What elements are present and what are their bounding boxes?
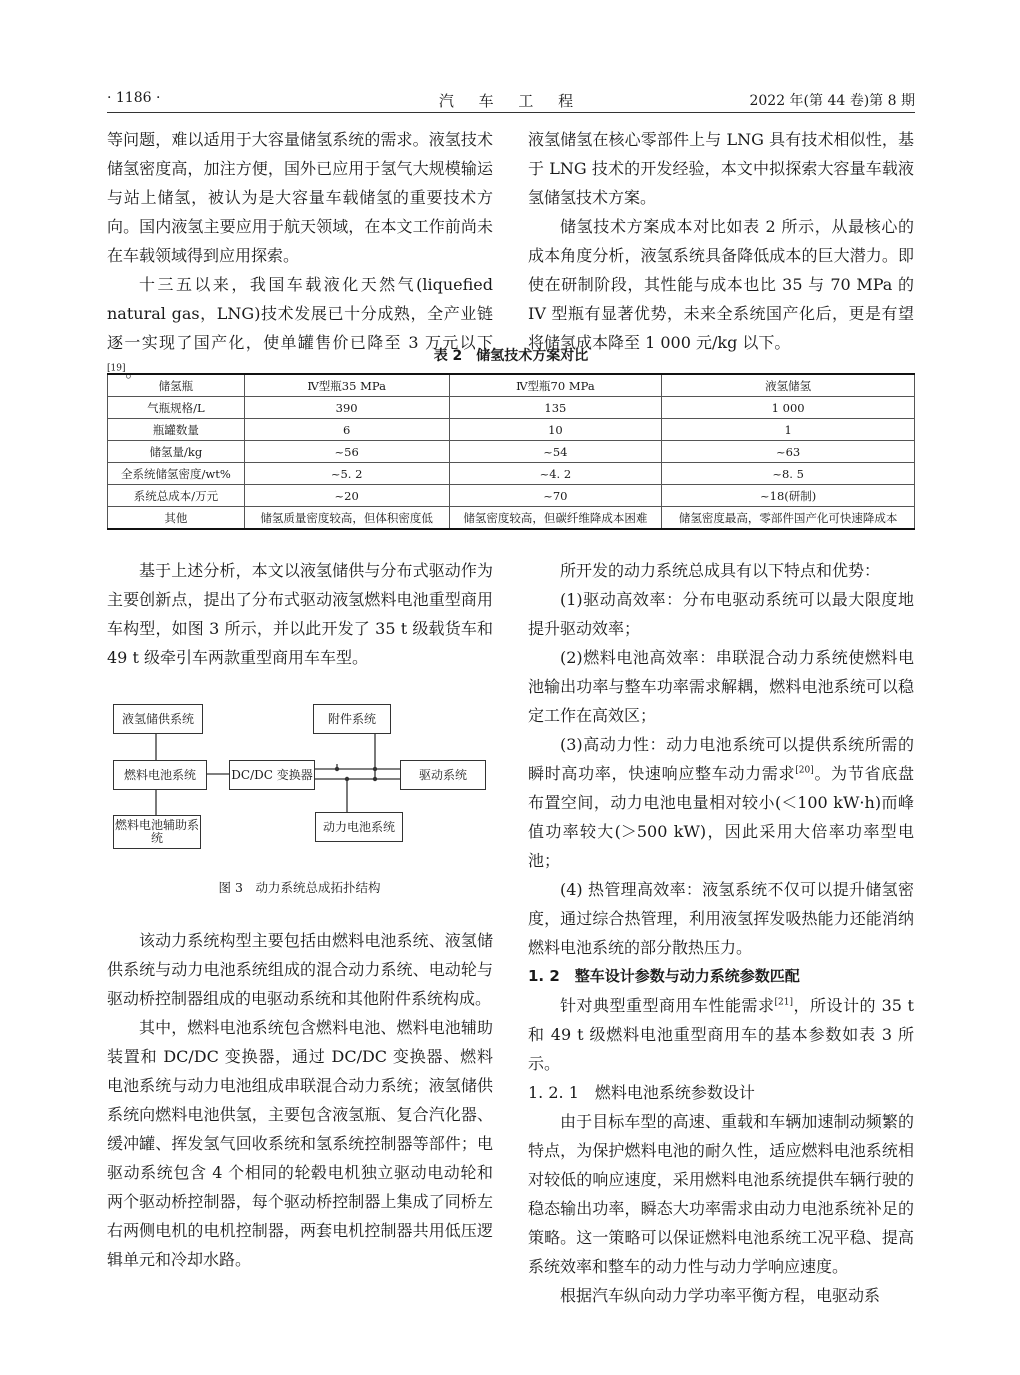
- table-cell: ~63: [662, 441, 915, 463]
- junction-dot: [335, 767, 339, 771]
- table-cell: 其他: [108, 507, 245, 530]
- bottom-left-column-top: [107, 556, 493, 672]
- paragraph: 由于目标车型的高速、重载和车辆加速制动频繁的特点，为保护燃料电池的耐久性，适应燃料电池系统相对较低的响应速度，采用燃料电池系统提供车辆行驶的稳态输出功率，瞬态大功率需求由动力电池系统补足的策略。这一策略可以保证燃料电池系统工况平稳、提高系统效率和整车的动力性与动力学响应速度。: [528, 1112, 914, 1276]
- lh2-supply-box: 液氢储供系统: [113, 704, 203, 734]
- paragraph: 该动力系统构型主要包括由燃料电池系统、液氢储供系统与动力电池系统组成的混合动力系统、电动轮与驱动桥控制器组成的电驱动系统和其他附件系统构成。: [107, 931, 493, 1008]
- bottom-left-column-bottom: [107, 926, 493, 1274]
- table-row: [108, 485, 915, 507]
- table-cell: 390: [244, 397, 449, 419]
- table-row: [108, 419, 915, 441]
- table-cell: ~4. 2: [449, 463, 662, 485]
- table-header-cell: 液氢储氢: [662, 374, 915, 397]
- issue-info: 2022 年(第 44 卷)第 8 期: [749, 93, 915, 109]
- citation: [20]: [795, 765, 814, 776]
- citation: [21]: [774, 997, 794, 1008]
- list-item: (2)燃料电池高效率：串联混合动力系统使燃料电池输出功率与整车功率需求解耦，燃料电池系统可以稳定工作在高效区；: [528, 648, 914, 725]
- section-heading: 1. 2 整车设计参数与动力系统参数匹配: [528, 967, 800, 985]
- paragraph: 针对典型重型商用车性能需求[21]，所设计的 35 t 和 49 t 级燃料电池重型商用车的基本参数如表 3 所示。: [528, 996, 914, 1073]
- paragraph: 液氢储氢在核心零部件上与 LNG 具有技术相似性，基于 LNG 技术的开发经验，本文中拟探索大容量车载液氢储氢技术方案。: [528, 130, 914, 207]
- table-cell: 储氢密度较高，但碳纤维降成本困难: [449, 507, 662, 530]
- table-cell: ~70: [449, 485, 662, 507]
- table-cell: 气瓶规格/L: [108, 397, 245, 419]
- table-row: [108, 397, 915, 419]
- junction-dot: [373, 767, 377, 771]
- paragraph: 基于上述分析，本文以液氢储供与分布式驱动作为主要创新点，提出了分布式驱动液氢燃料电池重型商用车构型，如图 3 所示，并以此开发了 35 t 级载货车和 49 t 级牵引车两款重型商用车车型。: [107, 561, 493, 667]
- drive-system-box: 驱动系统: [400, 760, 486, 790]
- traction-battery-box: 动力电池系统: [315, 812, 403, 842]
- table-row: [108, 463, 915, 485]
- citation: [19]: [107, 363, 126, 374]
- table-header-cell: 储氢瓶: [108, 374, 245, 397]
- bottom-right-column: [528, 556, 914, 1310]
- top-right-column: [528, 125, 914, 357]
- dcdc-converter-box: DC/DC 变换器: [229, 760, 315, 790]
- table-cell: 瓶罐数量: [108, 419, 245, 441]
- table-cell: 6: [244, 419, 449, 441]
- table-cell: 1: [662, 419, 915, 441]
- table-cell: 系统总成本/万元: [108, 485, 245, 507]
- comparison-table: [107, 373, 915, 530]
- subsection-heading: 1. 2. 1 燃料电池系统参数设计: [528, 1083, 755, 1102]
- list-item: (4) 热管理高效率：液氢系统不仅可以提升储氢密度，通过综合热管理，利用液氢挥发吸热能力还能消纳燃料电池系统的部分散热压力。: [528, 880, 914, 957]
- paragraph: 储氢技术方案成本对比如表 2 所示，从最核心的成本角度分析，液氢系统具备降低成本的巨大潜力。即使在研制阶段，其性能与成本也比 35 与 70 MPa 的 IV 型瓶有显著优势，未来全系统国产化后，更是有望将储氢成本降至 1 000 元/kg 以下。: [528, 217, 914, 352]
- figure-caption: 图 3 动力系统总成拓扑结构: [218, 880, 381, 895]
- table-row: [108, 507, 915, 530]
- table-cell: 1 000: [662, 397, 915, 419]
- table-cell: ~8. 5: [662, 463, 915, 485]
- table-cell: ~5. 2: [244, 463, 449, 485]
- paragraph: 其中，燃料电池系统包含燃料电池、燃料电池辅助装置和 DC/DC 变换器，通过 DC/DC 变换器、燃料电池系统与动力电池组成串联混合动力系统；液氢储供系统向燃料电池供氢，主要包含液氢瓶、复合汽化器、缓冲罐、挥发氢气回收系统和氢系统控制器等部件；电驱动系统包含 4 个相同的轮毂电机独立驱动电动轮和两个驱动桥控制器，每个驱动桥控制器上集成了同桥左右两侧电机的电机控制器，两套电机控制器共用低压逻辑单元和冷却水路。: [107, 1018, 493, 1269]
- table-cell: 135: [449, 397, 662, 419]
- junction-dot: [373, 777, 377, 781]
- fc-auxiliary-box: 燃料电池辅助系统: [113, 815, 201, 849]
- table-cell: 储氢量/kg: [108, 441, 245, 463]
- paragraph: 十三五以来，我国车载液化天然气(liquefied natural gas，LNG)技术发展已十分成熟，全产业链逐一实现了国产化，使单罐售价已降至 3 万元以下[19]。: [107, 275, 493, 381]
- topology-diagram: [107, 700, 492, 855]
- list-item: (3)高动力性：动力电池系统可以提供系统所需的瞬时高功率，快速响应整车动力需求[20]。为节省底盘布置空间，动力电池电量相对较小(＜100 kW·h)而峰值功率较大(＞500 kW)，因此采用大倍率功率型电池；: [528, 735, 914, 870]
- table-cell: 储氢质量密度较高，但体积密度低: [244, 507, 449, 530]
- paragraph: 根据汽车纵向动力学功率平衡方程，电驱动系: [560, 1286, 881, 1305]
- table-header-row: [108, 374, 915, 397]
- table-cell: 全系统储氢密度/wt%: [108, 463, 245, 485]
- table-cell: ~54: [449, 441, 662, 463]
- running-header: [107, 90, 915, 113]
- table-header-cell: Ⅳ型瓶70 MPa: [449, 374, 662, 397]
- table-cell: ~56: [244, 441, 449, 463]
- table-cell: ~20: [244, 485, 449, 507]
- table-row: [108, 441, 915, 463]
- accessory-system-box: 附件系统: [313, 704, 391, 734]
- journal-title: 汽 车 工 程: [438, 92, 584, 110]
- junction-dot: [345, 777, 349, 781]
- table-header-cell: Ⅳ型瓶35 MPa: [244, 374, 449, 397]
- paragraph: 所开发的动力系统总成具有以下特点和优势：: [560, 561, 881, 580]
- table-cell: 10: [449, 419, 662, 441]
- list-item: (1)驱动高效率：分布电驱动系统可以最大限度地提升驱动效率；: [528, 590, 914, 638]
- table-cell: ~18(研制): [662, 485, 915, 507]
- fuel-cell-system-box: 燃料电池系统: [113, 760, 207, 790]
- paragraph: 等问题，难以适用于大容量储氢系统的需求。液氢技术储氢密度高，加注方便，国外已应用于氢气大规模输运与站上储氢，被认为是大容量车载储氢的重要技术方向。国内液氢主要应用于航天领域，在本文工作前尚未在车载领域得到应用探索。: [107, 130, 493, 265]
- table-caption: 表 2 储氢技术方案对比: [433, 348, 589, 364]
- table-cell: 储氢密度最高，零部件国产化可快速降成本: [662, 507, 915, 530]
- page-number: · 1186 ·: [107, 90, 161, 106]
